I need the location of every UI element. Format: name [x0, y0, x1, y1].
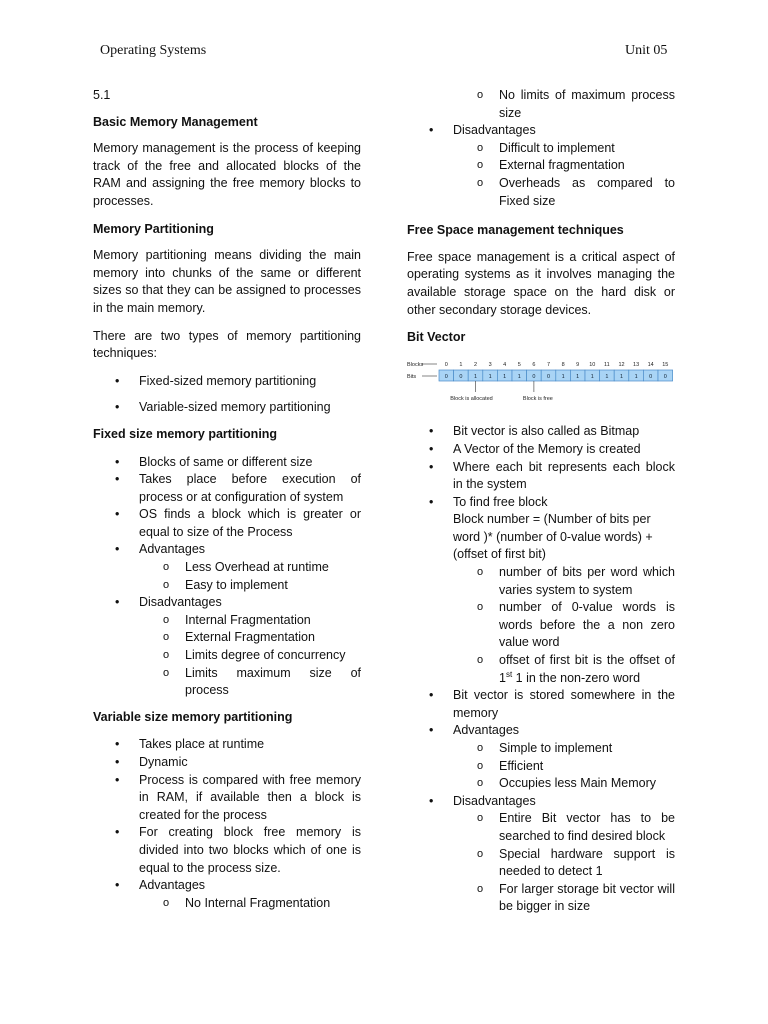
offset-text-pre: offset of first bit is the offset of 1 [499, 653, 675, 685]
allocated-label: Block is allocated [450, 395, 493, 402]
basic-heading: Basic Memory Management [93, 114, 258, 129]
list-item: o Entire Bit vector has to be searched to find desired block [453, 810, 675, 845]
bit-value-label: 1 [619, 373, 624, 380]
block-number-label: 7 [546, 361, 551, 368]
list-item: • Blocks of same or different size [93, 454, 361, 472]
list-item: o Difficult to implement [453, 140, 675, 158]
bit-value-label: 1 [576, 373, 580, 380]
list-item: o number of 0-value words is words before the a non zero value word [453, 599, 675, 652]
bit-value-label: 1 [517, 373, 521, 380]
bit-value-label: 1 [634, 373, 638, 380]
list-item: o Occupies less Main Memory [453, 775, 675, 793]
list-item: o For larger storage bit vector will be bigger in size [453, 881, 675, 916]
disadvantages-label: Disadvantages [139, 595, 222, 610]
offset-text-sup: st [505, 669, 513, 679]
sub-list [93, 895, 361, 913]
block-number-label: 8 [561, 361, 565, 368]
left-column [93, 87, 361, 912]
bit-value-label: 1 [605, 373, 609, 380]
list-item: • Bit vector is stored somewhere in the memory [407, 687, 675, 722]
list-item [93, 877, 361, 912]
types-paragraph: There are two types of memory partitioning techniques: [93, 328, 361, 361]
advantages-label: Advantages [453, 723, 520, 738]
list-item: o Simple to implement [453, 740, 675, 758]
variable-heading: Variable size memory partitioning [93, 709, 293, 724]
bit-vector-figure [407, 360, 675, 404]
block-number-label: 1 [459, 361, 463, 368]
sub-list [407, 740, 675, 793]
offset-text-post: 1 in the non-zero word [512, 670, 641, 685]
list-item: • Process is compared with free memory in RAM, if available then a block is created for the process [93, 772, 361, 825]
sub-list [93, 612, 361, 700]
list-item: o Internal Fragmentation [139, 612, 361, 630]
list-item: • Bit vector is also called as Bitmap [407, 423, 675, 441]
block-number-label: 12 [618, 361, 625, 368]
formula-text: Block number = (Number of bits per word )* (number of 0-value words) + (offset of first bit) [453, 512, 653, 562]
list-item: o number of bits per word which varies system to system [453, 564, 675, 599]
list-item [407, 793, 675, 916]
bit-value-label: 0 [546, 373, 551, 380]
list-item: • Fixed-sized memory partitioning [93, 373, 361, 391]
list-item: o External fragmentation [453, 157, 675, 175]
list-item: • Takes place at runtime [93, 736, 361, 754]
bit-value-label: 1 [561, 373, 565, 380]
list-item: • Variable-sized memory partitioning [93, 399, 361, 417]
block-number-label: 3 [488, 361, 492, 368]
bit-value-label: 1 [590, 373, 594, 380]
find-free-block-label: To find free block [453, 494, 548, 509]
advantages-label: Advantages [139, 878, 206, 893]
header-unit: Unit 05 [625, 43, 668, 58]
basic-paragraph: Memory management is the process of keeping track of the free and allocated blocks of the RAM and assigning the free memory blocks to processes. [93, 141, 361, 208]
block-number-label: 0 [444, 361, 448, 368]
list-item: • Where each bit represents each block in the system [407, 459, 675, 494]
bit-value-label: 0 [444, 373, 448, 380]
block-number-label: 11 [604, 361, 610, 368]
sub-list [407, 564, 675, 687]
section-number: 5.1 [93, 88, 111, 102]
bitvector-list [407, 423, 675, 916]
right-column [407, 87, 675, 916]
bit-value-label: 1 [473, 373, 478, 380]
list-item: o External Fragmentation [139, 629, 361, 647]
block-number-label: 15 [662, 361, 669, 368]
free-label: Block is free [522, 395, 553, 402]
partition-paragraph: Memory partitioning means dividing the main memory into chunks of the same or different sizes so that they can be assigned to processes in the main memory. [93, 248, 361, 315]
disadvantages-label: Disadvantages [453, 123, 536, 138]
fixed-list [93, 454, 361, 700]
block-number-label: 14 [647, 361, 654, 368]
freespace-paragraph: Free space management is a critical aspect of operating systems as it involves managing the available storage space on the hard disk or other secondary storage devices. [407, 249, 675, 317]
header-title: Operating Systems [100, 43, 207, 58]
bits-row-label: Bits [407, 373, 417, 380]
list-item: o Limits degree of concurrency [139, 647, 361, 665]
list-item [93, 594, 361, 700]
list-item: • Takes place before execution of process or at configuration of system [93, 471, 361, 506]
blocks-row-label: Blocks [407, 361, 424, 368]
block-number-label: 13 [633, 361, 640, 368]
block-number-label: 10 [589, 361, 596, 368]
advantages-label: Advantages [139, 542, 206, 557]
list-item [407, 722, 675, 792]
sub-list [453, 87, 675, 122]
list-item: o No limits of maximum process size [453, 87, 675, 122]
block-number-label: 6 [532, 361, 536, 368]
list-item: • OS finds a block which is greater or equal to size of the Process [93, 506, 361, 541]
fixed-heading: Fixed size memory partitioning [93, 426, 278, 441]
list-item: • Dynamic [93, 754, 361, 772]
list-item [407, 494, 675, 688]
variable-list [93, 736, 361, 912]
types-list [93, 373, 361, 417]
list-item: • For creating block free memory is divided into two blocks which of one is equal to the process size. [93, 824, 361, 877]
list-item: o Limits maximum size of process [139, 665, 361, 700]
list-item [453, 652, 675, 687]
bit-value-label: 0 [663, 373, 667, 380]
bit-value-label: 0 [649, 373, 653, 380]
bitvector-heading: Bit Vector [407, 330, 466, 345]
sub-list [407, 140, 675, 210]
freespace-heading: Free Space management techniques [407, 223, 624, 238]
variable-disadv-list [407, 122, 675, 210]
block-number-label: 2 [473, 361, 478, 368]
bit-value-label: 0 [459, 373, 463, 380]
list-item [93, 541, 361, 594]
list-item: o No Internal Fragmentation [139, 895, 361, 913]
list-item: o Overheads as compared to Fixed size [453, 175, 675, 210]
block-number-label: 4 [503, 361, 507, 368]
partition-heading: Memory Partitioning [93, 221, 214, 236]
list-item: o Special hardware support is needed to detect 1 [453, 846, 675, 881]
block-number-label: 5 [517, 361, 521, 368]
list-item: o Less Overhead at runtime [139, 559, 361, 577]
bit-value-label: 1 [503, 373, 507, 380]
block-number-label: 9 [576, 361, 580, 368]
disadvantages-label: Disadvantages [453, 793, 536, 808]
bit-value-label: 0 [532, 373, 536, 380]
list-item [407, 122, 675, 210]
list-item: o Easy to implement [139, 577, 361, 595]
list-item: o Efficient [453, 758, 675, 776]
bit-value-label: 1 [488, 373, 492, 380]
sub-list [93, 559, 361, 594]
sub-list [407, 810, 675, 916]
list-item: • A Vector of the Memory is created [407, 441, 675, 459]
